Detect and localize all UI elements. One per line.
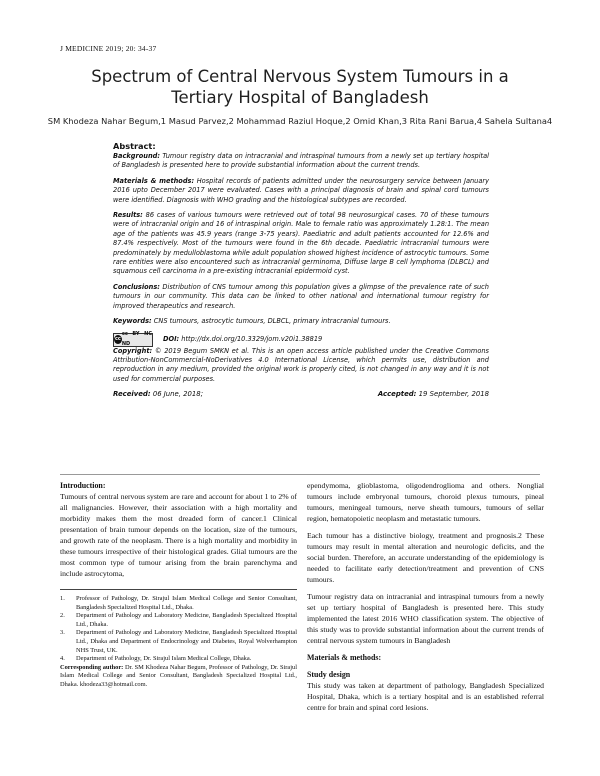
keywords-label: Keywords: bbox=[113, 317, 152, 326]
study-design-heading: Study design bbox=[307, 670, 351, 679]
copyright-label: Copyright: bbox=[113, 346, 153, 355]
doi-link[interactable]: http://dx.doi.org/10.3329/jom.v20i1.38819 bbox=[181, 334, 323, 343]
conclusion-text: Distribution of CNS tumour among this population gives a glimpse of the prevalence rate of such tumours in our community. This data can be linked to other national and international tumour registry for improved therapeutics and research. bbox=[113, 282, 489, 310]
left-column bbox=[60, 480, 297, 690]
cc-badge-text: cc BY NC ND bbox=[121, 331, 152, 347]
methods-text: Hospital records of patients admitted under the neurosurgery service between January 2016 upto December 2017 were evaluated. Cases with a principal diagnosis of brain and spinal cord tumours were identified. Diagnosis with WHO grading and the histological subtypes are recorded. bbox=[113, 176, 489, 204]
right-column bbox=[307, 480, 544, 713]
copyright-text: © 2019 Begum SMKN et al. This is an open access article published under the Creative Commons Attribution-NonCommercial-NoDerivatives 4.0 International License, which permits use, distribution and reproduction in any medium, provided the original work is properly cited, is not changed in any way and it is not used for commercial purposes. bbox=[113, 346, 489, 383]
footnote-list bbox=[60, 595, 297, 664]
footnote-item: 3. Department of Pathology and Laboratory Medicine, Bangladesh Specialized Hospital Ltd., Dhaka and Department of Endocrinology and Diabetes, Royal Wolverhampton NHS Trust, UK. bbox=[60, 629, 297, 654]
received-date bbox=[113, 390, 203, 398]
corr-text: Dr. SM Khodeza Nahar Begum, Professor of Pathology, Dr. Sirajul Islam Medical College and Senior Consultant, Bangladesh Specialized Hospital Ltd., Dhaka. khodeza33@hotmail.com. bbox=[60, 663, 298, 688]
cc-license-icon: cc cc BY NC ND bbox=[113, 333, 153, 347]
background-label: Background: bbox=[113, 152, 161, 160]
accepted-value: 19 September, 2018 bbox=[418, 390, 489, 399]
abstract-section bbox=[113, 141, 489, 471]
results-label: Results: bbox=[113, 211, 143, 220]
background-text: Tumour registry data on intracranial and intraspinal tumours from a newly set up tertiary hospital of Bangladesh is presented here to provide substantial information about the current trends. bbox=[113, 152, 489, 170]
intro-heading: Introduction: bbox=[60, 481, 106, 490]
doi-row bbox=[113, 333, 489, 347]
methods-heading: Materials & methods: bbox=[307, 653, 382, 662]
body-paragraph: Tumour registry data on intracranial and intraspinal tumours from a newly set up tertiary hospital of Bangladesh is presented here. This study implemented the latest 2016 WHO classification system. The objective of this study was to provide substantial information about the current trends of central nervous system tumours in Bangladesh bbox=[307, 592, 544, 645]
accepted-label: Accepted: bbox=[377, 390, 417, 399]
footnote-item: 2. Department of Pathology and Laboratory Medicine, Bangladesh Specialized Hospital Ltd., Dhaka. bbox=[60, 612, 297, 628]
paper-title: Spectrum of Central Nervous System Tumours in a Tertiary Hospital of Bangladesh bbox=[91, 67, 509, 107]
author-list: SM Khodeza Nahar Begum,1 Masud Parvez,2 Mohammad Raziul Hoque,2 Omid Khan,3 Rita Rani Barua,4 Sahela Sultana4 bbox=[47, 116, 553, 126]
journal-citation: J MEDICINE 2019; 20: 34-37 bbox=[60, 44, 157, 53]
abstract-background bbox=[113, 152, 489, 171]
section-divider bbox=[60, 474, 540, 475]
results-text: 86 cases of various tumours were retrieved out of total 98 neurosurgical cases. 70 of these tumours were of intracranial origin and 16 of intraspinal origin. Male to female ratio was approximately 1.28:1. The mean age of the patients was 45.9 years (range 3-75 years). Paediatric and adult patients accounted for 12.6% and 87.4% respectively. Most of the tumours were found in the 6th decade. Paediatric intracranial tumours were predominately by medulloblastoma while adult population showed highest incidence of astrocytic tumours. Some rare entities were also encountered such as intracranial germinoma, Diffuse large B cell lymphoma (DLBCL) and squamous cell carcinoma in a pre-existing intracranial epidermoid cyst. bbox=[113, 211, 489, 276]
abstract-methods bbox=[113, 177, 489, 205]
body-paragraph: This study was taken at department of pathology, Bangladesh Specialized Hospital, Dhaka, which is a tertiary hospital and is an established referral centre for brain and spinal cord lesions. bbox=[307, 681, 544, 712]
body-paragraph: ependymoma, glioblastoma, oligodendroglioma and others. Nonglial tumours include embryonal tumours, choroid plexus tumours, pineal tumours, meningeal tumours, nerve sheath tumours, tumours of sellar region, hematopoietic neoplasm and metastatic tumours. bbox=[307, 481, 544, 523]
intro-paragraph: Tumours of central nervous system are rare and account for about 1 to 2% of all malignancies. However, their association with a high mortality and morbidity makes them the most dreaded form of cancer.1 Clinical presentation of brain tumour depends on the location, size of the tumours, and growth rate of the neoplasm. There is a high mortality and morbidity in these tumours irrespective of their histological grades. Glial tumours are the most common type of tumour arising from the brain parenchyma and include astrocytoma, bbox=[60, 492, 297, 578]
body-paragraph: Each tumour has a distinctive biology, treatment and prognosis.2 These tumours may result in mental alteration and neurologic deficits, and the social burden. Therefore, an accurate understanding of the epidemiology is needed to facilitate early detection/treatment and prevention of CNS tumours. bbox=[307, 531, 544, 584]
abstract-keywords bbox=[113, 317, 489, 326]
abstract-conclusion bbox=[113, 283, 489, 311]
footnote-item: 1. Professor of Pathology, Dr. Sirajul Islam Medical College and Senior Consultant, Bangladesh Specialized Hospital Ltd., Dhaka. bbox=[60, 595, 297, 611]
methods-label: Materials & methods: bbox=[113, 176, 195, 185]
abstract-results bbox=[113, 211, 489, 277]
keywords-text: CNS tumours, astrocytic tumours, DLBCL, primary intracranial tumours. bbox=[153, 317, 391, 326]
abstract-heading: Abstract: bbox=[113, 141, 156, 151]
copyright-statement bbox=[113, 347, 489, 385]
doi-label: DOI: bbox=[163, 334, 180, 343]
conclusion-label: Conclusions: bbox=[113, 282, 160, 291]
footnote-rule bbox=[60, 589, 297, 590]
corr-label: Corresponding author: bbox=[60, 663, 124, 671]
accepted-date bbox=[378, 390, 489, 398]
dates-row bbox=[113, 390, 489, 398]
received-value: 06 June, 2018; bbox=[152, 390, 204, 399]
corresponding-author bbox=[60, 664, 297, 690]
received-label: Received: bbox=[113, 390, 151, 399]
footnote-item: 4. Department of Pathology, Dr. Sirajul Islam Medical College, Dhaka. bbox=[60, 655, 252, 663]
